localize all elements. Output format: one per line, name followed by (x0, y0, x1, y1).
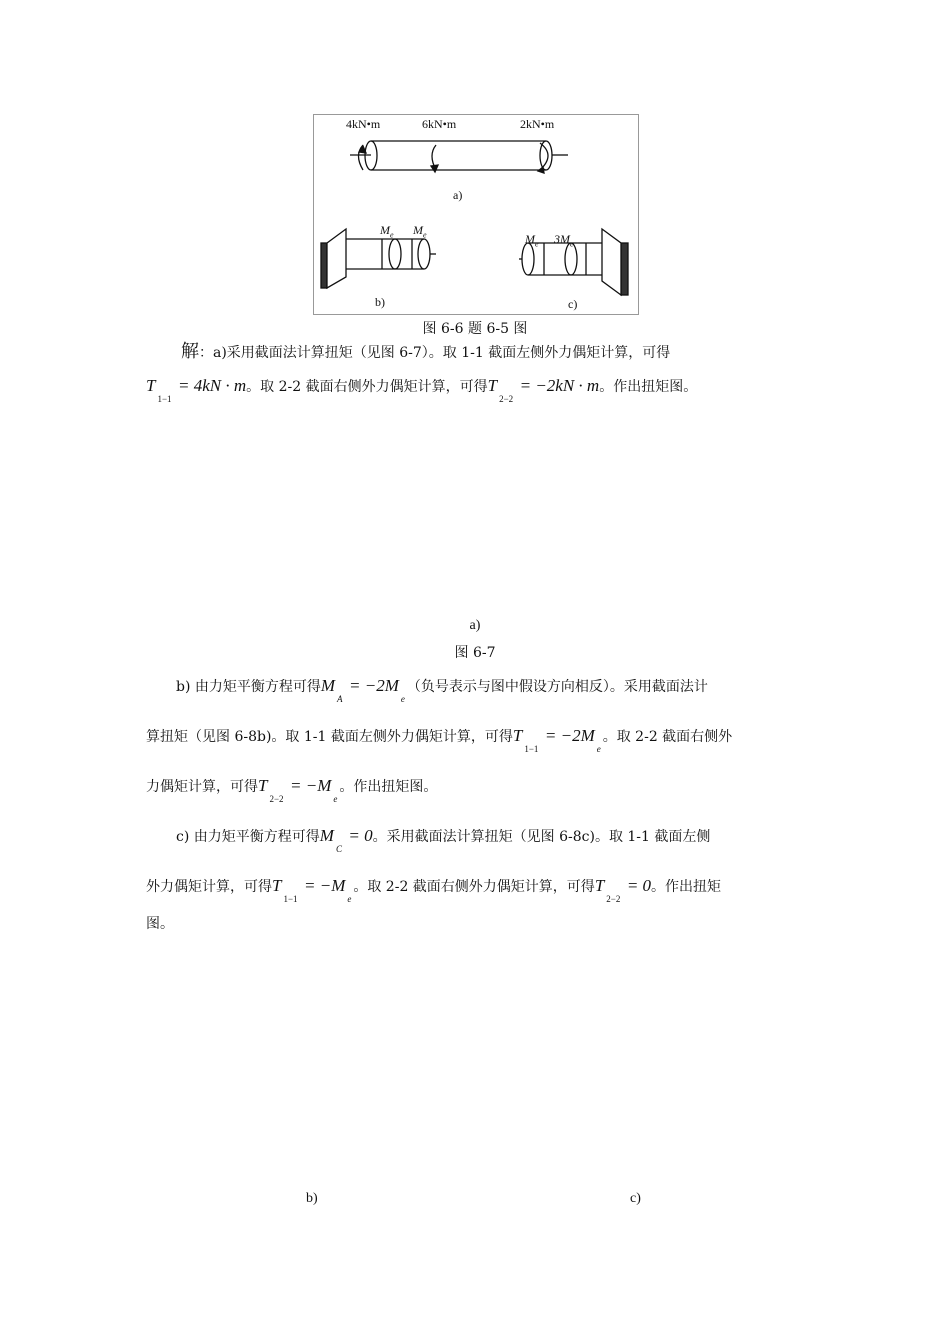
subfigure-label-b: b) (375, 295, 385, 309)
subfigure-label-c: c) (568, 297, 578, 311)
figure-6-7-subfigure-label: a) (469, 618, 481, 633)
moment-label-c2: $3M_e$ (554, 232, 574, 249)
solution-b-line2: 算扭矩（见图 6-8b)。取 1-1 截面左侧外力偶矩计算，可得$T_{1-1} = -2M_e$。取 2-2 截面右侧外 (146, 726, 733, 754)
moment-label-c1: $M_e$ (525, 232, 539, 249)
load-label-3: 2kN•m (520, 117, 555, 131)
subfigure-label-a: a) (453, 188, 463, 202)
shaft-a (350, 141, 568, 173)
figure-6-6 (313, 114, 639, 315)
solution-a-line1: 解：a)采用截面法计算扭矩（见图 6-7）。取 1-1 截面左侧外力偶矩计算，可得 (181, 341, 671, 362)
solution-a-line2: $T_{1-1} = 4kN \cdot m$。取 2-2 截面右侧外力偶矩计算，可得$T_{2-2} = -2kN \cdot m$。作出扭矩图。 (146, 376, 698, 404)
moment-label-b2: $M_e$ (413, 223, 427, 240)
solution-b-line3: 力偶矩计算，可得$T_{2-2} = -M_e$。作出扭矩图。 (146, 776, 438, 804)
solution-c-line3: 图。 (146, 916, 174, 932)
solution-c-line2: 外力偶矩计算，可得$T_{1-1} = -M_e$。取 2-2 截面右侧外力偶矩计算，可得$T_{2-2} = 0$。作出扭矩 (146, 876, 722, 904)
figure-6-8-label-b: b) (306, 1191, 318, 1206)
solution-heading: 解 (181, 341, 199, 362)
figure-6-6-drawing (314, 115, 638, 314)
load-label-2: 6kN•m (422, 117, 457, 131)
figure-6-6-caption: 图 6-6 题 6-5 图 (422, 321, 528, 337)
solution-b-line1: b) 由力矩平衡方程可得$M_A = -2M_e$（负号表示与图中假设方向相反）。采用截面法计 (176, 676, 708, 704)
load-label-1: 4kN•m (346, 117, 381, 131)
solution-c-line1: c) 由力矩平衡方程可得$M_C = 0$。采用截面法计算扭矩（见图 6-8c)。取 1-1 截面左侧 (176, 826, 711, 854)
moment-label-b1: $M_e$ (380, 223, 394, 240)
figure-6-7-caption: 图 6-7 (454, 645, 496, 661)
figure-6-8-label-c: c) (630, 1191, 641, 1206)
